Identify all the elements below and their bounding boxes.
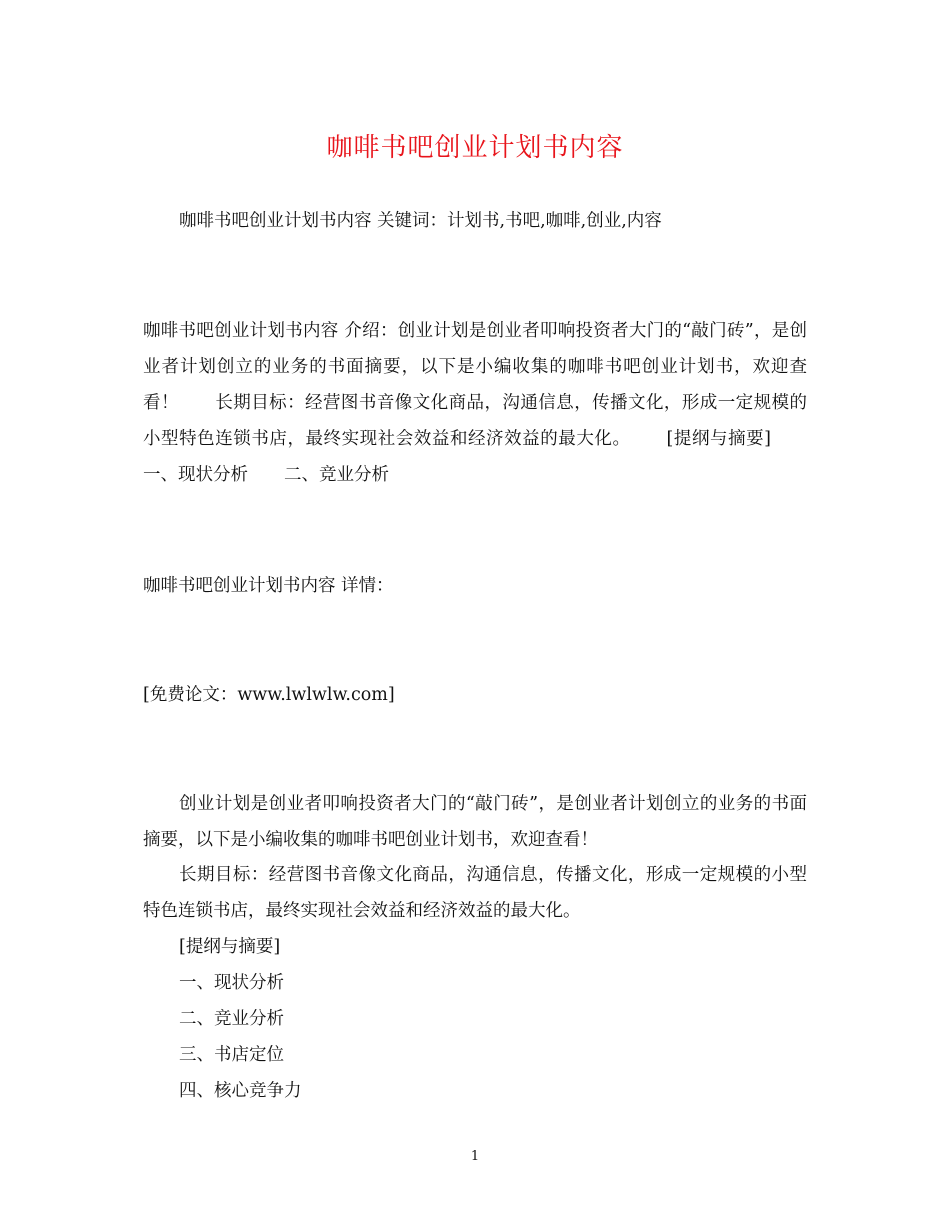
intro-goal: 长期目标：经营图书音像文化商品，沟通信息，传播文化，形成一定规模的小型特色连锁书店，最终实现社会效益和经济效益的最大化。 xyxy=(143,393,808,449)
free-paper-link: [免费论文：www.lwlwlw.com] xyxy=(143,685,395,705)
intro-item-2: 二、竞业分析 xyxy=(284,465,389,485)
page-number: 1 xyxy=(470,1149,480,1164)
outline-item: [提纲与摘要] xyxy=(179,937,281,957)
document-title: 咖啡书吧创业计划书内容 xyxy=(326,133,624,163)
outline-list xyxy=(179,929,302,1109)
outline-item: 二、竞业分析 xyxy=(179,1009,284,1029)
keywords-line: 咖啡书吧创业计划书内容 关键词：计划书,书吧,咖啡,创业,内容 xyxy=(179,211,662,231)
intro-outline-label: [提纲与摘要] xyxy=(666,429,772,449)
intro-lead: 咖啡书吧创业计划书内容 介绍：创业计划是创业者叩响投资者大门的“敲门砖”，是创业者计划创立的业务的书面摘要，以下是小编收集的咖啡书吧创业计划书，欢迎查看！ xyxy=(143,321,807,413)
outline-item: 四、核心竞争力 xyxy=(179,1081,302,1101)
intro-paragraph xyxy=(143,313,807,493)
outline-item: 一、现状分析 xyxy=(179,973,284,993)
intro-item-1: 一、现状分析 xyxy=(143,465,248,485)
detail-line: 咖啡书吧创业计划书内容 详情： xyxy=(143,576,394,596)
body-paragraph-2: 长期目标：经营图书音像文化商品，沟通信息，传播文化，形成一定规模的小型特色连锁书店，最终实现社会效益和经济效益的最大化。 xyxy=(143,865,807,921)
body-paragraph-1: 创业计划是创业者叩响投资者大门的“敲门砖”，是创业者计划创立的业务的书面摘要，以下是小编收集的咖啡书吧创业计划书，欢迎查看！ xyxy=(143,794,807,850)
outline-item: 三、书店定位 xyxy=(179,1045,284,1065)
